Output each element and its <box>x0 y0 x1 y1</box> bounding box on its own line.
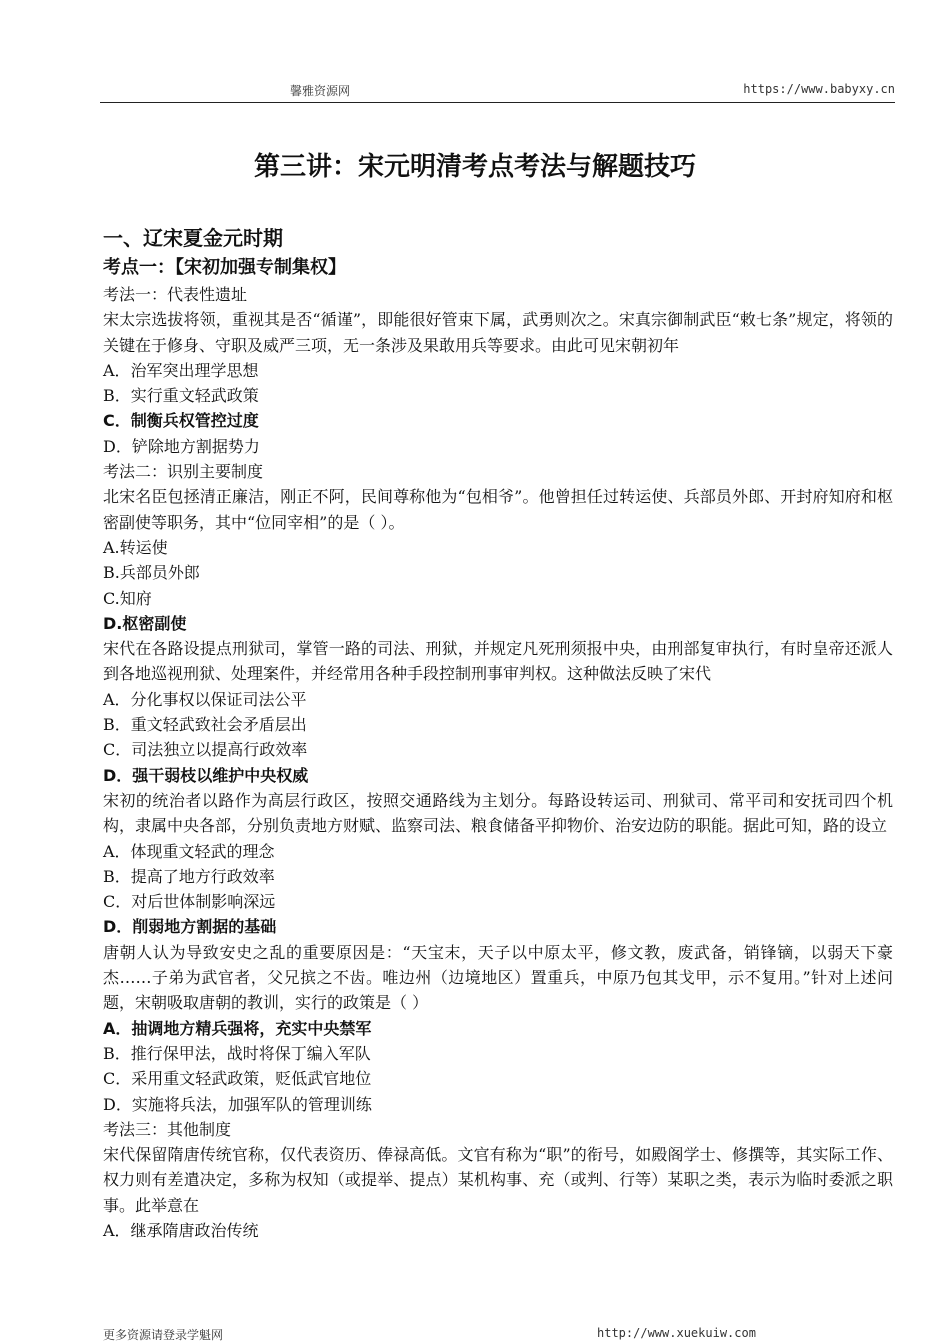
text-line: 考法二：识别主要制度 <box>103 462 264 482</box>
text-line: A．体现重文轻武的理念 <box>103 841 275 861</box>
text-line: D．削弱地方割据的基础 <box>103 917 277 937</box>
header-site-name: 馨雅资源网 <box>290 84 351 98</box>
text-line: B．重文轻武致社会矛盾层出 <box>103 715 307 735</box>
text-line: A．继承隋唐政治传统 <box>103 1220 259 1240</box>
text-line: B.兵部员外郎 <box>103 563 200 583</box>
text-line: A.转运使 <box>103 537 168 557</box>
question-list <box>103 282 893 1243</box>
section-heading: 一、辽宋夏金元时期 <box>103 226 283 250</box>
text-line: B．推行保甲法，战时将保丁编入军队 <box>103 1043 371 1063</box>
text-line: A．分化事权以保证司法公平 <box>103 689 307 709</box>
question-stem: 宋太宗选拔将领，重视其是否“循谨”，即能很好管束下属，武勇则次之。宋真宗御制武臣“敕七条”规定，将领的关键在于修身、守职及威严三项，无一条涉及果敢用兵等要求。由此可见宋朝初年 <box>103 310 893 355</box>
text-line: 考法三：其他制度 <box>103 1119 232 1139</box>
header-url[interactable]: https://www.babyxy.cn <box>743 82 895 96</box>
text-line: D．实施将兵法，加强军队的管理训练 <box>103 1094 372 1114</box>
text-line: 考法一：代表性遗址 <box>103 285 248 304</box>
page-title: 第三讲：宋元明清考点考法与解题技巧 <box>253 152 696 182</box>
text-line: A．治军突出理学思想 <box>103 360 259 380</box>
text-line: C．对后世体制影响深远 <box>103 892 276 912</box>
text-line: B．实行重文轻武政策 <box>103 386 259 406</box>
text-line: C．司法独立以提高行政效率 <box>103 740 308 760</box>
question-stem: 唐朝人认为导致安史之乱的重要原因是：“天宝末，天子以中原太平，修文教，废武备，销锋镝，以弱天下豪杰……子弟为武官者，父兄摈之不齿。唯边州（边境地区）置重兵，中原乃包其戈甲，示不复用。”针对上述问题，宋朝吸取唐朝的教训，实行的政策是（ ） <box>103 942 893 1013</box>
question-stem: 北宋名臣包拯清正廉洁，刚正不阿，民间尊称他为“包相爷”。他曾担任过转运使、兵部员外郎、开封府知府和枢密副使等职务，其中“位同宰相”的是（ ）。 <box>103 487 893 532</box>
text-line: C．采用重文轻武政策，贬低武官地位 <box>103 1069 372 1089</box>
text-line: B．提高了地方行政效率 <box>103 866 275 886</box>
question-stem: 宋初的统治者以路作为高层行政区，按照交通路线为主划分。每路设转运司、刑狱司、常平司和安抚司四个机构，隶属中央各部，分别负责地方财赋、监察司法、粮食储备平抑物价、治安边防的职能。据此可知，路的设立 <box>103 790 893 836</box>
page-header <box>100 80 895 103</box>
text-line: D．铲除地方割据势力 <box>103 436 260 456</box>
question-stem: 宋代保留隋唐传统官称，仅代表资历、俸禄高低。文官有称为“职”的衔号，如殿阁学士、修撰等，其实际工作、权力则有差遣决定，多称为权知（或提举、提点）某机构事、充（或判、行等）某职之类，表示为临时委派之职事。此举意在 <box>103 1145 893 1215</box>
text-line: C．制衡兵权管控过度 <box>103 411 259 431</box>
footer-url[interactable]: http://www.xuekuiw.com <box>597 1326 756 1340</box>
text-line: D．强干弱枝以维护中央权威 <box>103 765 309 785</box>
text-line: C.知府 <box>103 588 152 608</box>
kaodian-heading: 考点一：【宋初加强专制集权】 <box>103 257 346 278</box>
text-line: A．抽调地方精兵强将，充实中央禁军 <box>103 1018 372 1038</box>
document-body <box>103 222 893 1243</box>
text-line: D.枢密副使 <box>103 613 187 633</box>
question-stem: 宋代在各路设提点刑狱司，掌管一路的司法、刑狱，并规定凡死刑须报中央，由刑部复审执行，有时皇帝还派人到各地巡视刑狱、处理案件，并经常用各种手段控制刑事审判权。这种做法反映了宋代 <box>103 639 893 684</box>
footer-note: 更多资源请登录学魁网 <box>103 1328 224 1342</box>
page-footer <box>100 1324 895 1342</box>
